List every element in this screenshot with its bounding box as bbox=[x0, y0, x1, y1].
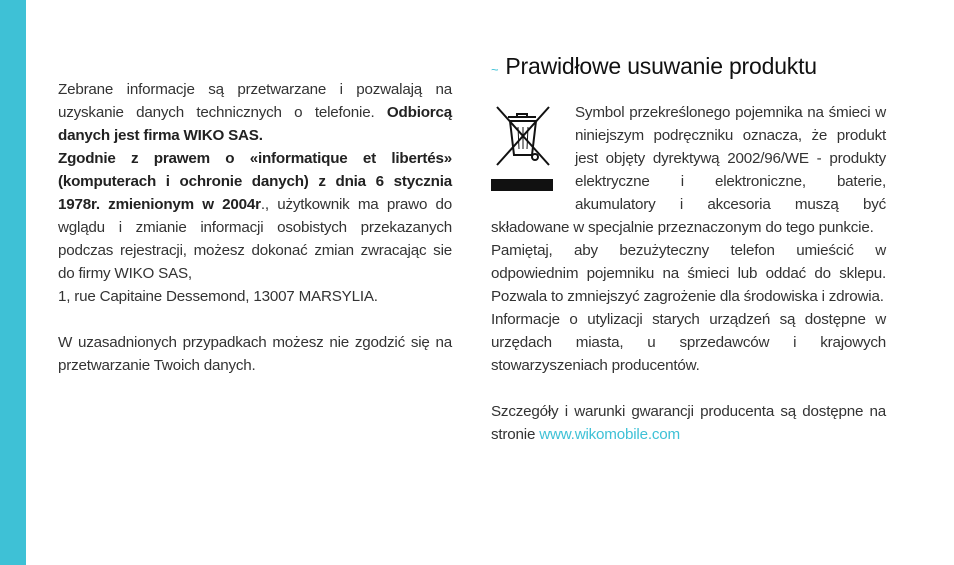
right-column bbox=[491, 55, 886, 446]
company-address: 1, rue Capitaine Dessemond, 13007 MARSYLIA. bbox=[58, 288, 378, 305]
section-heading bbox=[491, 55, 886, 81]
warranty-paragraph bbox=[491, 400, 886, 446]
data-recipient-text: Odbiorcą danych jest firma WIKO SAS. bbox=[58, 104, 452, 144]
data-processing-text: Zebrane informacje są przetwarzane i pozwalają na uzyskanie danych technicznych o telefonie. bbox=[58, 81, 452, 121]
accent-side-bar bbox=[0, 0, 26, 565]
warranty-text: Szczegóły i warunki gwarancji producenta są dostępne na stronie bbox=[491, 403, 886, 443]
symbol-paragraph: Symbol przekreślonego pojemnika na śmieci w niniejszym podręczniku oznacza, że produkt jest objęty dyrektywą 2002/96/WE - produkty elektryczne i elektroniczne, baterie, akumulatory i akcesoria muszą być składowane w specjalnie przeznaczonym do tego punkcie. bbox=[491, 104, 886, 236]
recycling-info-paragraph: Informacje o utylizacji starych urządzeń są dostępne w urzędach miasta, u sprzedawców i krajowych stowarzyszeniach producentów. bbox=[491, 311, 886, 374]
section-title: Prawidłowe usuwanie produktu bbox=[505, 53, 817, 79]
crossed-out-wheelie-bin-icon bbox=[491, 103, 555, 195]
website-link[interactable]: www.wikomobile.com bbox=[539, 426, 680, 443]
left-column bbox=[58, 78, 452, 377]
law-paragraph bbox=[58, 147, 452, 285]
objection-paragraph: W uzasadnionych przypadkach możesz nie zgodzić się na przetwarzanie Twoich danych. bbox=[58, 334, 452, 374]
law-reference-text: Zgodnie z prawem o «informatique et libertés» (komputerach i ochronie danych) z dnia 6 stycznia 1978r. zmienionym w 2004r bbox=[58, 150, 452, 213]
heading-tilde: ~ bbox=[491, 62, 499, 77]
disposal-paragraph: Pamiętaj, aby bezużyteczny telefon umieścić w odpowiednim pojemniku na śmieci lub oddać do sklepu. Pozwala to zmniejszyć zagrożenie dla środowiska i zdrowia. bbox=[491, 242, 886, 305]
data-processing-paragraph bbox=[58, 78, 452, 147]
user-rights-text: ., użytkownik ma prawo do wglądu i zmianie informacji osobistych przekazanych podczas rejestracji, możesz dokonać zmian zwracając sie do firmy WIKO SAS, bbox=[58, 196, 453, 282]
